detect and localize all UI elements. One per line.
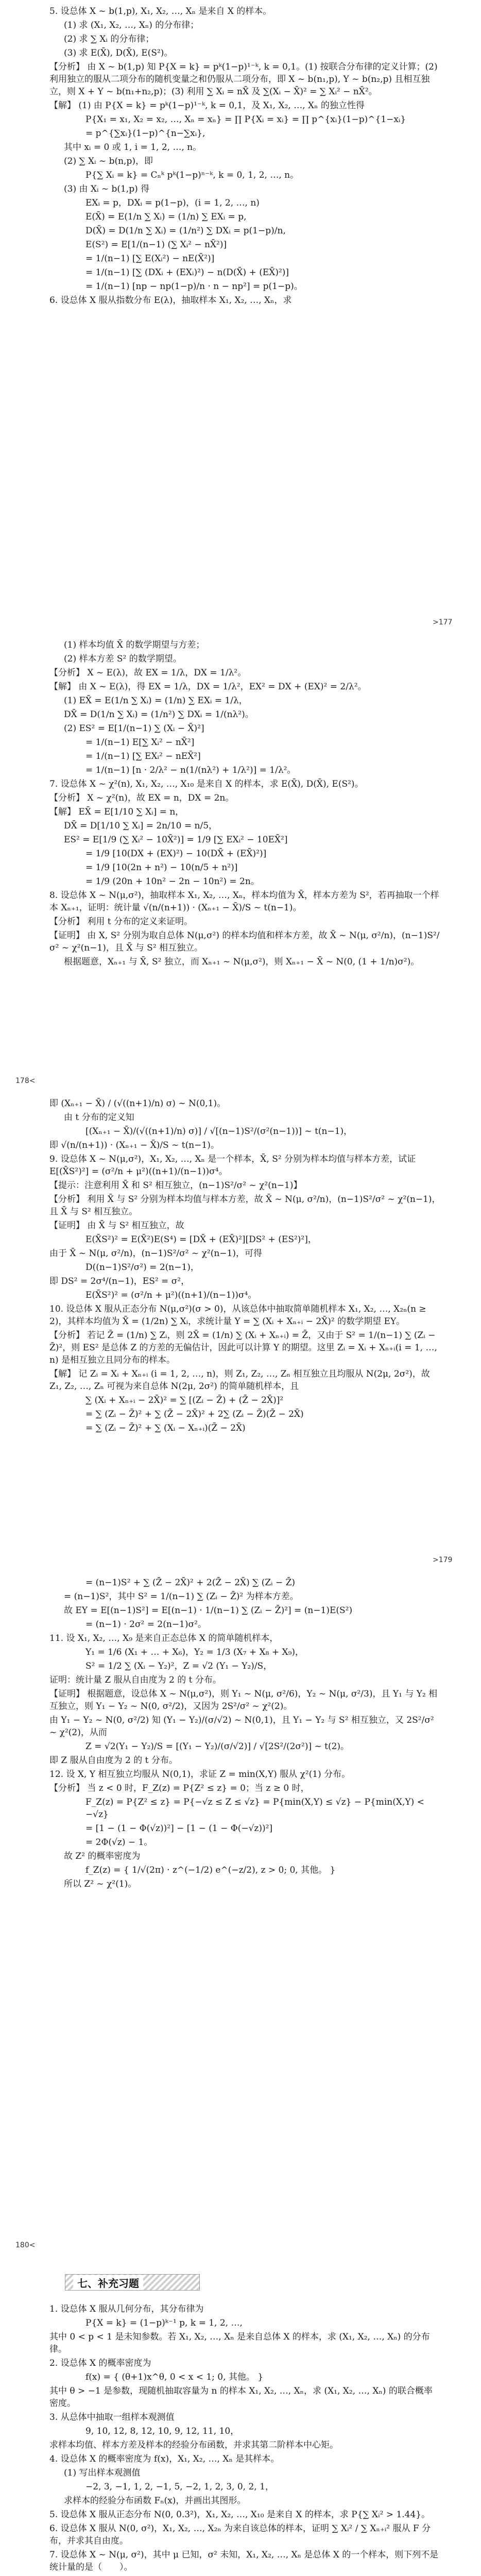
section-title: 七、补充习题 xyxy=(73,2275,143,2290)
formula-line: = p^{∑xᵢ}(1−p)^{n−∑xᵢ}, xyxy=(85,128,205,139)
text-line: 故 Z² 的概率密度为 xyxy=(64,1851,141,1861)
text-line: 12. 设 X, Y 相互独立均服从 N(0,1)，求证 Z = min(X,Y) 服从 χ²(1) 分布。 xyxy=(49,1769,351,1780)
formula-line: = 1/(n−1) [∑ EXᵢ² − nEX̄²] xyxy=(85,751,201,761)
formula-line: E(X̄S²)² = E(X̄²)E(S⁴) = [DX̄ + (EX̄)²][DS² + (ES²)²]， xyxy=(85,1234,317,1245)
text-line: 9. 设总体 X ~ N(μ,σ²)，X₁, X₂, …, Xₙ 是一个样本，X̄, S² 分别为样本均值与样本方差，试证 E[(X̄S²)²] = (σ²/n + μ²)((n+1)/(n−1))σ⁴。 xyxy=(49,1154,416,1177)
formula-line: = [1 − (1 − Φ(√z))²] − [1 − (1 − Φ(−√z))²] xyxy=(85,1823,273,1834)
exercise-6-8-block xyxy=(49,639,441,970)
formula-line: = 1/9 [10(2n + n²) − 10(n/5 + n²)] xyxy=(85,862,238,873)
formula-line: Z = √2(Y₁ − Y₂)/S = [(Y₁ − Y₂)/(σ/√2)] / √[2S²/(2σ²)] ~ t(2)。 xyxy=(85,1741,350,1752)
formula-line: F_Z(z) = P{Z² ≤ z} = P{−√z ≤ Z ≤ √z} = P{min(X,Y) ≤ √z} − P{min(X,Y) < −√z} xyxy=(85,1797,424,1820)
formula-line: 9, 10, 12, 8, 12, 10, 9, 12, 11, 10， xyxy=(85,2426,239,2436)
formula-line: DX̄ = D[1/10 ∑ Xᵢ] = 2n/10 = n/5， xyxy=(64,821,218,831)
formula-line: = 1/(n−1) [∑ E(Xᵢ²) − nE(X̄²)] xyxy=(85,253,215,264)
formula-line: S² = 1/2 ∑ (Xᵢ − Y₂)²，Z = √2 (Y₁ − Y₂)/S， xyxy=(85,1661,272,1671)
formula-line: E(X̄) = E(1/n ∑ Xᵢ) = (1/n) ∑ EXᵢ = p, xyxy=(85,212,247,222)
analysis-paragraph: 【分析】 当 z < 0 时，F_Z(z) = P{Z² ≤ z} = 0；当 z ≥ 0 时， xyxy=(49,1783,310,1793)
text-line: 6. 设总体 X 服从 N(0, σ²)，X₁, X₂, …, X₂ₙ 为来自该总体的样本，证明 ∑ Xᵢ² / ∑ Xₙ₊ᵢ² 服从 F 分布，并求其自由度。 xyxy=(49,2523,431,2546)
analysis-paragraph: 【分析】 若记 Z̄ = (1/n) ∑ Zᵢ，则 2X̄ = (1/n) ∑ (Xᵢ + Xₙ₊ᵢ) = Z̄，又由于 S² = 1/(n−1) ∑ (Zᵢ − Z̄)²，则 ES² 是总体 Z 的方差的无偏估计，因此可以计算 Y 的期望。这里 Zᵢ = Xᵢ + Xₙ₊ᵢ(i = 1, …, n) 是相互独立且同分布的样本。 xyxy=(49,1330,437,1365)
proof-paragraph: 【证明】 根据题意，设总体 X ~ N(μ,σ²)，则 Y₁ ~ N(μ, σ²/6)，Y₂ ~ N(μ, σ²/3)，且 Y₁ 与 Y₂ 相互独立，则 Y₁ − Y₂ ~ N(0, σ²/2)，又因为 2S²/σ² ~ χ²(2)。 xyxy=(49,1689,438,1711)
text-line: 证明：统计量 Z 服从自由度为 2 的 t 分布。 xyxy=(49,1675,221,1685)
formula-line: = 1/9 [10(DX + (EX)²) − 10(DX̄ + (EX̄)²)] xyxy=(85,849,267,859)
formula-line: EXᵢ = p，DXᵢ = p(1−p)，(i = 1, 2, …, n) xyxy=(85,198,260,208)
solution-paragraph: 【解】 (1) 由 P{X = k} = pᵏ(1−p)¹⁻ᵏ, k = 0,1，及 X₁, X₂, …, Xₙ 的独立性得 xyxy=(49,100,365,111)
text-line: 7. 设总体 X ~ χ²(n), X₁, X₂, …, X₁₀ 是来自 X 的样本，求 E(X̄), D(X̄), E(S²)。 xyxy=(49,779,364,789)
formula-line: Y₁ = 1/6 (X₁ + … + X₆)，Y₂ = 1/3 (X₇ + X₈ + X₉)， xyxy=(85,1647,304,1657)
text-line: 求样本的经验分布函数 Fₙ(x)，并画出其图形。 xyxy=(64,2496,246,2506)
text-line: 8. 设总体 X ~ N(μ,σ²)，抽取样本 X₁, X₂, …, Xₙ，样本均值为 X̄，样本方差为 S²，若再抽取一个样本 Xₙ₊₁，证明：统计量 √(n/(n+1)) · (Xₙ₊₁ − X̄)/S ~ t(n−1)。 xyxy=(49,890,439,913)
formula-line: DX̄ = D(1/n ∑ Xᵢ) = (1/n²) ∑ DXᵢ = 1/(nλ²)。 xyxy=(64,709,254,720)
formula-line: = 1/(n−1) [∑ (DXᵢ + (EXᵢ)²) − n(D(X̄) + (EX̄)²)] xyxy=(85,267,289,278)
formula-line: −2, 3, −1, 1, 2, −1, 5, −2, 1, 2, 3, 0, 2, 1， xyxy=(85,2482,274,2492)
text-line: (3) 求 E(X̄), D(X̄), E(S²)。 xyxy=(64,48,173,58)
formula-line: [(Xₙ₊₁ − X̄)/(√((n+1)/n) σ)] / √[(n−1)S²/(σ²(n−1))] ~ t(n−1)， xyxy=(85,1126,353,1137)
formula-line: = 1/(n−1) [np − np(1−p)/n · n − np²] = p(1−p)。 xyxy=(85,281,303,292)
text-line: 1. 设总体 X 服从几何分布，其分布律为 xyxy=(49,2304,204,2314)
formula-line: P{X = k} = (1−p)ᵏ⁻¹ p, k = 1, 2, …, xyxy=(85,2318,243,2328)
analysis-paragraph: 【分析】 X ~ E(λ)，故 EX = 1/λ，DX = 1/λ²。 xyxy=(49,668,247,678)
text-line: = (n−1)S²，其中 S² = 1/(n−1) ∑ (Zᵢ − Z̄)² 为样本方差。 xyxy=(64,1591,299,1602)
text-line: 其中 θ > −1 是参数，现随机抽取容量为 n 的样本 X₁, X₂, …, Xₙ，求 (X₁, X₂, …, Xₙ) 的联合概率密度。 xyxy=(49,2386,433,2409)
exercise-8-10-block xyxy=(49,1097,441,1436)
text-line: 3. 从总体中抽取一组样本观测值 xyxy=(49,2412,175,2422)
formula-line: ∑ (Xᵢ + Xₙ₊ᵢ − 2X̄)² = ∑ [(Zᵢ − Z̄) + (Z̄ − 2X̄)]² xyxy=(85,1395,284,1405)
text-line: (2) ∑ Xᵢ ~ b(n,p)，即 xyxy=(64,156,153,166)
formula-line: = 1/9 (20n + 10n² − 2n − 10n²) = 2n。 xyxy=(85,876,260,887)
text-line: (1) 写出样本观测值 xyxy=(64,2468,141,2478)
text-line: (1) 样本均值 X̄ 的数学期望与方差； xyxy=(64,640,205,650)
text-line: 其中 0 < p < 1 是未知参数。若 X₁, X₂, …, Xₙ 是来自总体 X 的样本，求 (X₁, X₂, …, Xₙ) 的分布律。 xyxy=(49,2332,430,2354)
formula-line: P{X₁ = x₁, X₂ = x₂, …, Xₙ = xₙ} = ∏ P{Xᵢ = xᵢ} = ∏ p^{xᵢ}(1−p)^{1−xᵢ} xyxy=(85,114,406,125)
formula-line: E(S²) = E[1/(n−1) (∑ Xᵢ² − nX̄²)] xyxy=(85,240,227,250)
formula-line: = 2Φ(√z) − 1。 xyxy=(85,1837,153,1848)
text-line: 求样本均值、样本方差及样本的经验分布函数，并求其第二阶样本中心矩。 xyxy=(49,2440,338,2450)
text-line: 11. 设 X₁, X₂, …, X₉ 是来自正态总体 X 的简单随机样本， xyxy=(49,1633,279,1643)
text-line: (1) 求 (X₁, X₂, …, Xₙ) 的分布律； xyxy=(64,20,199,30)
formula-line: E(X̄S²)² = (σ²/n + μ²)((n+1)/(n−1))σ⁴。 xyxy=(85,1290,257,1300)
text-line: 即 Z 服从自由度为 2 的 t 分布。 xyxy=(49,1755,178,1766)
text-line: 其中 xᵢ = 0 或 1, i = 1, 2, …, n。 xyxy=(64,142,202,152)
analysis-paragraph: 【分析】 利用 X̄ 与 S² 分别为样本均值与样本方差，故 X̄ ~ N(μ, σ²/n)，(n−1)S²/σ² ~ χ²(n−1)，且 X̄ 与 S² 相互独立。 xyxy=(49,1194,441,1217)
formula-line: = 1/(n−1) [n · 2/λ² − n(1/(nλ²) + 1/λ²)] = 1/λ²。 xyxy=(85,765,296,775)
text-line: (2) 求 ∑ Xᵢ 的分布律； xyxy=(64,34,154,44)
formula-line: = ∑ (Zᵢ − Z̄)² + ∑ (Z̄ − 2X̄)² + 2∑ (Zᵢ − Z̄)(Z̄ − 2X̄) xyxy=(85,1409,304,1419)
formula-line: (2) ES² = E[1/(n−1) ∑ (Xᵢ − X̄)²] xyxy=(64,723,204,734)
solution-paragraph: 【解】 记 Zᵢ = Xᵢ + Xₙ₊ᵢ (i = 1, 2, …, n)，则 Z₁, Z₂, …, Zₙ 相互独立且均服从 N(2μ, 2σ²)，故 Z₁, Z₂, …, Zₙ 可视为来自总体 N(2μ, 2σ²) 的简单随机样本，且 xyxy=(49,1369,430,1392)
text-line: 6. 设总体 X 服从指数分布 E(λ)，抽取样本 X₁, X₂, …, Xₙ，求 xyxy=(49,295,292,306)
formula-line: 即 √(n/(n+1)) · (Xₙ₊₁ − X̄)/S ~ t(n−1)。 xyxy=(49,1140,219,1150)
formula-line: P{∑ Xᵢ = k} = Cₙᵏ pᵏ(1−p)ⁿ⁻ᵏ, k = 0, 1, 2, …, n。 xyxy=(85,170,299,180)
proof-paragraph: 【证明】 由 X, S² 分别为取自总体 N(μ,σ²) 的样本均值和样本方差，故 X̄ ~ N(μ, σ²/n)，(n−1)S²/σ² ~ χ²(n−1)，且 X̄ 与 S² 相互独立。 xyxy=(49,930,440,953)
page-number: >179 xyxy=(433,1556,453,1564)
formula-line: f_Z(z) = { 1/√(2π) · z^(−1/2) e^(−z/2), z > 0; 0, 其他。 } xyxy=(85,1865,336,1875)
formula-line: D((n−1)S²/σ²) = 2(n−1)， xyxy=(85,1262,199,1273)
analysis-paragraph: 【分析】 利用 t 分布的定义来证明。 xyxy=(49,917,193,927)
text-line: 4. 设总体 X 的概率密度为 f(x)，X₁, X₂, …, Xₙ 是其样本。 xyxy=(49,2454,280,2464)
text-line: 由 Y₁ − Y₂ ~ N(0, σ²/2) 知 (Y₁ − Y₂)/(σ/√2) ~ N(0,1)，且 Y₁ − Y₂ 与 S² 相互独立，又 2S²/σ² ~ χ²(2)，从而 xyxy=(49,1715,434,1738)
text-line: (2) 样本方差 S² 的数学期望。 xyxy=(64,654,182,664)
analysis-paragraph: 【分析】 由 X ~ b(1,p) 知 P{X = k} = pᵏ(1−p)¹⁻ᵏ, k = 0,1。(1) 按联合分布律的定义计算；(2) 利用独立的服从二项分布的随机变量之和仍服从二项分布，即 X ~ b(n₁,p), Y ~ b(n₂,p) 且相互独立，则 X + Y ~ b(n₁+n₂,p)；(3) 利用 ∑ Xᵢ = nX̄ 及 ∑(Xᵢ − X̄)² = ∑ Xᵢ² − nX̄²。 xyxy=(49,62,438,97)
text-line: 由 t 分布的定义知 xyxy=(64,1112,134,1123)
text-line: (3) 由 Xᵢ ~ b(1,p) 得 xyxy=(64,184,150,194)
page-number: >177 xyxy=(433,618,453,626)
proof-paragraph: 【证明】 由 X̄ 与 S² 相互独立，故 xyxy=(49,1221,184,1231)
formula-line: f(x) = { (θ+1)x^θ, 0 < x < 1; 0, 其他。 } xyxy=(85,2372,264,2382)
text-line: 10. 设总体 X 服从正态分布 N(μ,σ²)(σ > 0)，从该总体中抽取简单随机样本 X₁, X₂, …, X₂ₙ(n ≥ 2)，其样本均值为 X̄ = (1/2n) ∑ Xᵢ，求统计量 Y = ∑ (Xᵢ + Xₙ₊ᵢ − 2X̄)² 的数学期望 EY。 xyxy=(49,1304,426,1327)
text-line: 2. 设总体 X 的概率密度为 xyxy=(49,2358,151,2368)
text-line: 5. 设总体 X 服从正态分布 N(0, 0.3²)，X₁, X₂, …, X₁₀ 是来自 X 的样本，求 P{∑ Xᵢ² > 1.44}。 xyxy=(49,2510,431,2520)
formula-line: 即 (Xₙ₊₁ − X̄) / (√((n+1)/n) σ) ~ N(0,1)。 xyxy=(49,1098,226,1109)
formula-line: 故 EY = E[(n−1)S²] = E[(n−1) · 1/(n−1) ∑ (Zᵢ − Z̄)²] = (n−1)E(S²) xyxy=(64,1605,353,1616)
text-line: 5. 设总体 X ~ b(1,p), X₁, X₂, …, Xₙ 是来自 X 的样本。 xyxy=(49,6,272,16)
text-line: 所以 Z² ~ χ²(1)。 xyxy=(64,1879,137,1889)
formula-line: = ∑ (Zᵢ − Z̄)² + ∑ (Xᵢ − Xₙ₊ᵢ)(Z̄ − 2X̄) xyxy=(85,1423,246,1433)
solution-paragraph: 【解】 EX̄ = E[1/10 ∑ Xᵢ] = n， xyxy=(49,807,184,817)
analysis-paragraph: 【分析】 X ~ χ²(n)，故 EX = n，DX = 2n。 xyxy=(49,793,234,803)
formula-line: = 1/(n−1) E[∑ Xᵢ² − nX̄²] xyxy=(85,737,195,748)
formula-line: = (n−1)S² + ∑ (Z̄ − 2X̄)² + 2(Z̄ − 2X̄) ∑ (Zᵢ − Z̄) xyxy=(85,1578,296,1588)
page-number: 178< xyxy=(15,1077,36,1085)
supplementary-exercises-block xyxy=(49,2303,441,2576)
section-header xyxy=(65,2271,219,2294)
text-line: 根据题意，Xₙ₊₁ 与 X̄, S² 独立，而 Xₙ₊₁ ~ N(μ,σ²)，则 Xₙ₊₁ − X̄ ~ N(0, (1 + 1/n)σ²)。 xyxy=(64,957,420,967)
exercise-5-block xyxy=(49,5,441,308)
formula-line: ES² = E[1/9 (∑ Xᵢ² − 10X̄²)] = 1/9 [∑ EXᵢ² − 10EX̄²] xyxy=(64,835,288,845)
text-line: 7. 设总体 X ~ N(μ, σ²)，其中 μ 已知，σ² 未知，X₁, X₂, …, Xₙ 是总体 X 的一个样本，则下列不是统计量的是（ ）。 xyxy=(49,2550,439,2572)
solution-paragraph: 【解】 由 X ~ E(λ)，得 EX = 1/λ，DX = 1/λ²，EX² = DX + (EX)² = 2/λ²。 xyxy=(49,682,367,692)
formula-line: = (n−1) · 2σ² = 2(n−1)σ²。 xyxy=(85,1619,207,1630)
formula-line: (1) EX̄ = E(1/n ∑ Xᵢ) = (1/n) ∑ EXᵢ = 1/λ， xyxy=(64,696,248,706)
hint-line: 【提示：注意利用 X̄ 和 S² 相互独立，(n−1)S²/σ² ~ χ²(n−1)】 xyxy=(49,1180,302,1191)
text-line: 即 DS² = 2σ⁴/(n−1)，ES² = σ²， xyxy=(49,1276,190,1286)
exercise-10-12-block xyxy=(49,1577,441,1892)
text-line: 由于 X̄ ~ N(μ, σ²/n)，(n−1)S²/σ² ~ χ²(n−1)，可得 xyxy=(49,1248,262,1259)
page-number: 180< xyxy=(15,2241,36,2249)
formula-line: D(X̄) = D(1/n ∑ Xᵢ) = (1/n²) ∑ DXᵢ = p(1−p)/n, xyxy=(85,226,286,236)
